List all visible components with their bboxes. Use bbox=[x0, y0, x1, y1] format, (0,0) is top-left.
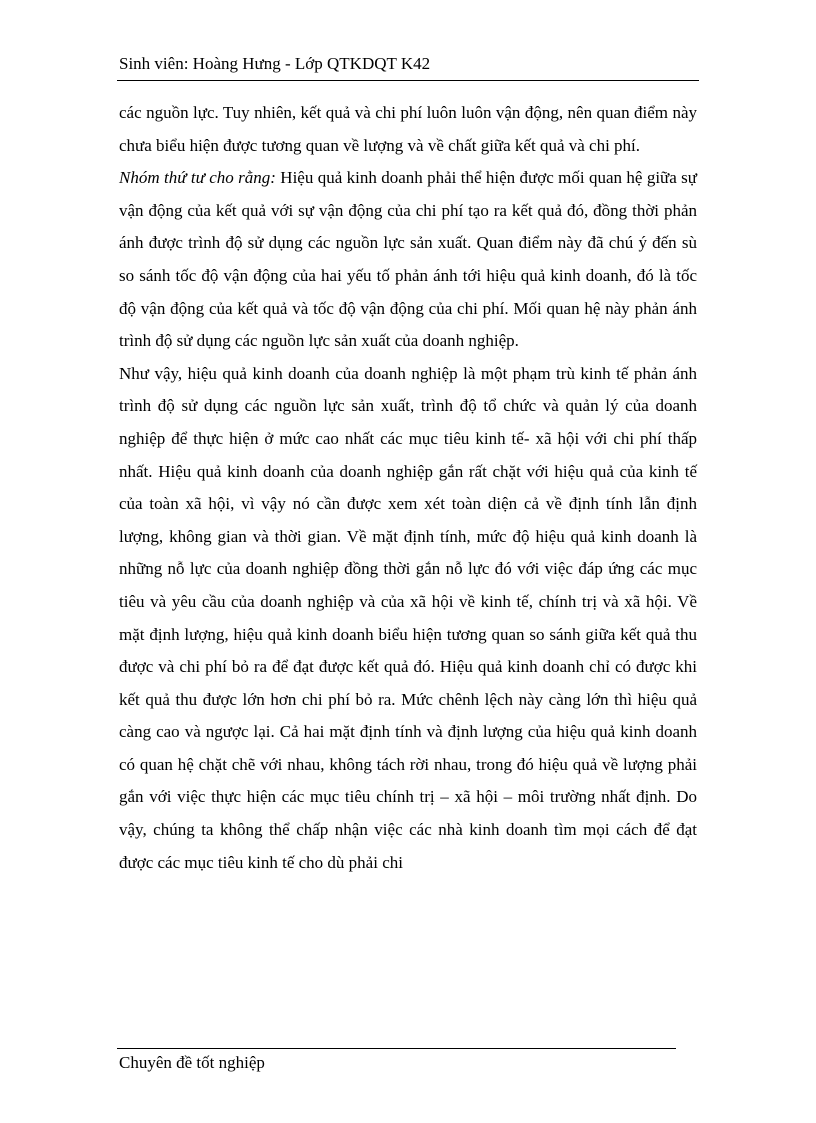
paragraph-3 bbox=[119, 358, 697, 880]
page-body bbox=[119, 97, 697, 879]
page-header: Sinh viên: Hoàng Hưng - Lớp QTKDQT K42 bbox=[119, 54, 431, 73]
paragraph-1-text: các nguồn lực. Tuy nhiên, kết quả và chi phí luôn luôn vận động, nên quan điểm này chưa biểu hiện được tương quan về lượng và về chất giữa kết quả và chi phí. bbox=[119, 103, 697, 155]
paragraph-2-text: Hiệu quả kinh doanh phải thể hiện được mối quan hệ giữa sự vận động của kết quả với sự vận động của chi phí tạo ra kết quả đó, đồng thời phản ánh được trình độ sử dụng các nguồn lực sản xuất. Quan điểm này đã chú ý đến sù so sánh tốc độ vận động của hai yếu tố phản ánh tới hiệu quả kinh doanh, đó là tốc độ vận động của kết quả và tốc độ vận động của chi phí. Mối quan hệ này phản ánh trình độ sử dụng các nguồn lực sản xuất của doanh nghiệp. bbox=[119, 168, 698, 351]
paragraph-3-text: Như vậy, hiệu quả kinh doanh của doanh nghiệp là một phạm trù kinh tế phản ánh trình độ sử dụng các nguồn lực sản xuất, trình độ tổ chức và quản lý của doanh nghiệp để thực hiện ở mức cao nhất các mục tiêu kinh tế- xã hội với chi phí thấp nhất. Hiệu quả kinh doanh của doanh nghiệp gắn rất chặt với hiệu quả của kinh tế của toàn xã hội, vì vậy nó cần được xem xét toàn diện cả về định tính lẫn định lượng, không gian và thời gian. Về mặt định tính, mức độ hiệu quả kinh doanh là những nỗ lực của doanh nghiệp đồng thời gắn nỗ lực đó với việc đáp ứng các mục tiêu và yêu cầu của doanh nghiệp và của xã hội về kinh tế, chính trị và xã hội. Về mặt định lượng, hiệu quả kinh doanh biểu hiện tương quan so sánh giữa kết quả thu được và chi phí bỏ ra để đạt được kết quả đó. Hiệu quả kinh doanh chỉ có được khi kết quả thu được lớn hơn chi phí bỏ ra. Mức chênh lệch này càng lớn thì hiệu quả càng cao và ngược lại. Cả hai mặt định tính và định lượng của hiệu quả kinh doanh có quan hệ chặt chẽ với nhau, không tách rời nhau, trong đó hiệu quả về lượng phải gắn với việc thực hiện các mục tiêu chính trị – xã hội – môi trường nhất định. Do vậy, chúng ta không thể chấp nhận việc các nhà kinh doanh tìm mọi cách để đạt được các mục tiêu kinh tế cho dù phải chi bbox=[119, 363, 697, 872]
paragraph-2-lead: Nhóm thứ tư cho rằng: bbox=[119, 168, 276, 188]
paragraph-1 bbox=[119, 97, 697, 162]
page-footer: Chuyên đề tốt nghiệp bbox=[119, 1053, 265, 1072]
footer-divider bbox=[117, 1048, 676, 1049]
paragraph-2 bbox=[119, 162, 697, 358]
header-divider bbox=[117, 80, 699, 81]
